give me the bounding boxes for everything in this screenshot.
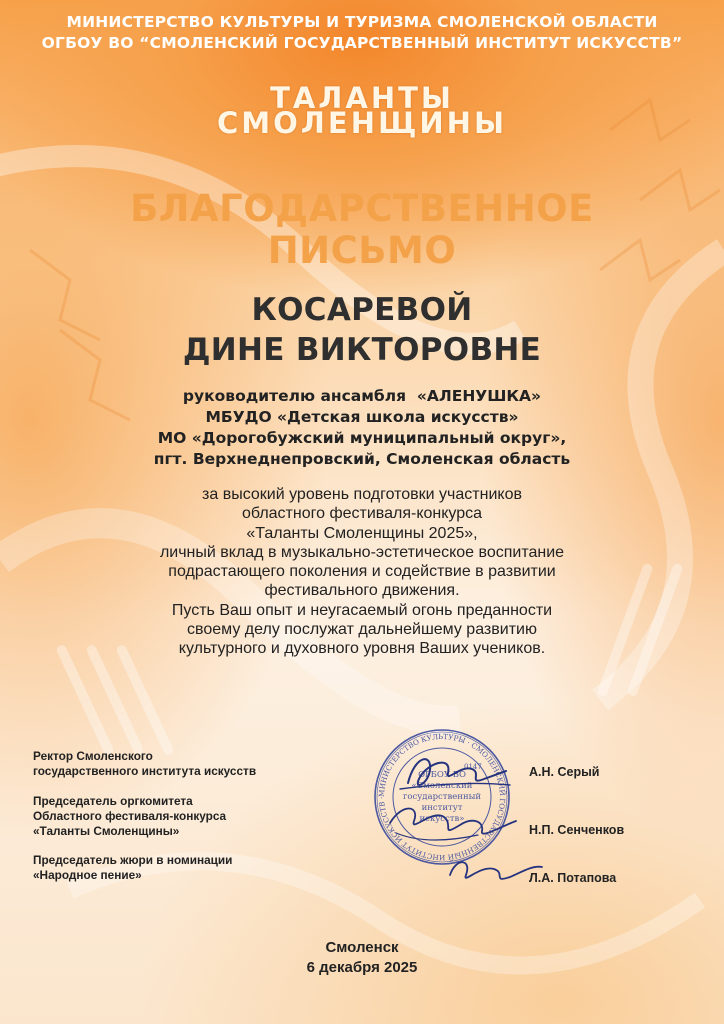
recipient-surname: КОСАРЕВОЙ xyxy=(251,292,473,328)
position-line-2: МБУДО «Детская школа искусств» xyxy=(205,408,519,426)
document-title-line-2: ПИСЬМО xyxy=(267,229,457,272)
stamp-center-line-1: ОГБОУ ВО xyxy=(418,770,466,780)
signatory-2-title-line-1: Председатель оргкомитета xyxy=(33,794,193,808)
signatory-3-title-line-1: Председатель жюри в номинации xyxy=(33,853,233,867)
document-title-line-1: БЛАГОДАРСТВЕННОЕ xyxy=(130,187,594,230)
signatory-3-title xyxy=(33,853,373,883)
ministry-line-1: МИНИСТЕРСТВО КУЛЬТУРЫ И ТУРИЗМА СМОЛЕНСКОЙ ОБЛАСТИ xyxy=(66,13,658,31)
ministry-line-2: ОГБОУ ВО “СМОЛЕНСКИЙ ГОСУДАРСТВЕННЫЙ ИНСТИТУТ ИСКУССТВ” xyxy=(41,34,683,52)
ministry-header xyxy=(0,12,724,54)
stamp-center-line-5: искусств» xyxy=(419,814,465,824)
recipient-name xyxy=(0,290,724,370)
signature-rector xyxy=(408,759,506,785)
stamp-center-line-3: государственный xyxy=(402,792,482,802)
festival-logo xyxy=(0,81,724,140)
signatory-3-title-line-2: «Народное пение» xyxy=(33,868,142,882)
signature-organizer xyxy=(390,809,516,834)
signatory-1-title-line-2: государственного института искусств xyxy=(33,764,257,778)
gratitude-line: личный вклад в музыкально-эстетическое воспитание xyxy=(159,543,565,561)
position-line-3: МО «Дорогобужский муниципальный округ», xyxy=(157,429,567,447)
handwritten-signatures xyxy=(360,725,550,895)
signatory-2-title xyxy=(33,794,373,839)
recipient-position xyxy=(0,386,724,470)
stamp-code: 0147 xyxy=(464,763,482,771)
gratitude-line: областного фестиваля-конкурса xyxy=(241,505,483,523)
signatory-3-name: Л.А. Потапова xyxy=(529,871,617,885)
signatory-2-title-line-3: «Таланты Смоленщины» xyxy=(33,824,180,838)
festival-logo-line-1: ТАЛАНТЫ xyxy=(270,81,454,115)
stamp-center-line-2: «Смоленский xyxy=(411,781,473,791)
gratitude-line: своему делу послужат дальнейшему развитию xyxy=(187,621,537,639)
gratitude-text xyxy=(0,485,724,659)
gratitude-line: культурного и духовного уровня Ваших учеников. xyxy=(178,640,546,658)
issue-date: 6 декабря 2025 xyxy=(306,959,418,976)
recipient-given-names: ДИНЕ ВИКТОРОВНЕ xyxy=(182,332,542,368)
issue-place-date xyxy=(0,938,724,978)
signature-jury xyxy=(450,862,542,879)
position-line-1: руководителю ансамбля «АЛЕНУШКА» xyxy=(182,387,542,405)
stamp-center-line-4: институт xyxy=(421,803,463,813)
stamp-ring-text: МИНИСТЕРСТВО КУЛЬТУРЫ · СМОЛЕНСКИЙ ГОСУДАРСТВЕННЫЙ ИНСТИТУТ ИСКУССТВ · xyxy=(376,731,508,863)
document-title xyxy=(0,188,724,272)
gratitude-line: Пусть Ваш опыт и неугасаемый огонь преданности xyxy=(171,601,553,619)
signatory-2-title-line-2: Областного фестиваля-конкурса xyxy=(33,809,227,823)
position-line-4: пгт. Верхнеднепровский, Смоленская область xyxy=(153,450,571,468)
signatory-1-title xyxy=(33,749,373,779)
festival-logo-line-2: СМОЛЕНЩИНЫ xyxy=(217,106,507,140)
signatory-1-title-line-1: Ректор Смоленского xyxy=(33,749,153,763)
signatory-1-name: А.Н. Серый xyxy=(529,765,600,779)
gratitude-line: фестивального движения. xyxy=(264,582,460,600)
signatory-2-name: Н.П. Сенченков xyxy=(529,823,625,837)
gratitude-line: за высокий уровень подготовки участников xyxy=(202,486,522,503)
gratitude-line: подрастающего поколения и содействие в развитии xyxy=(168,563,556,581)
issue-city: Смоленск xyxy=(325,939,399,956)
gratitude-line: «Таланты Смоленщины 2025», xyxy=(246,524,478,542)
